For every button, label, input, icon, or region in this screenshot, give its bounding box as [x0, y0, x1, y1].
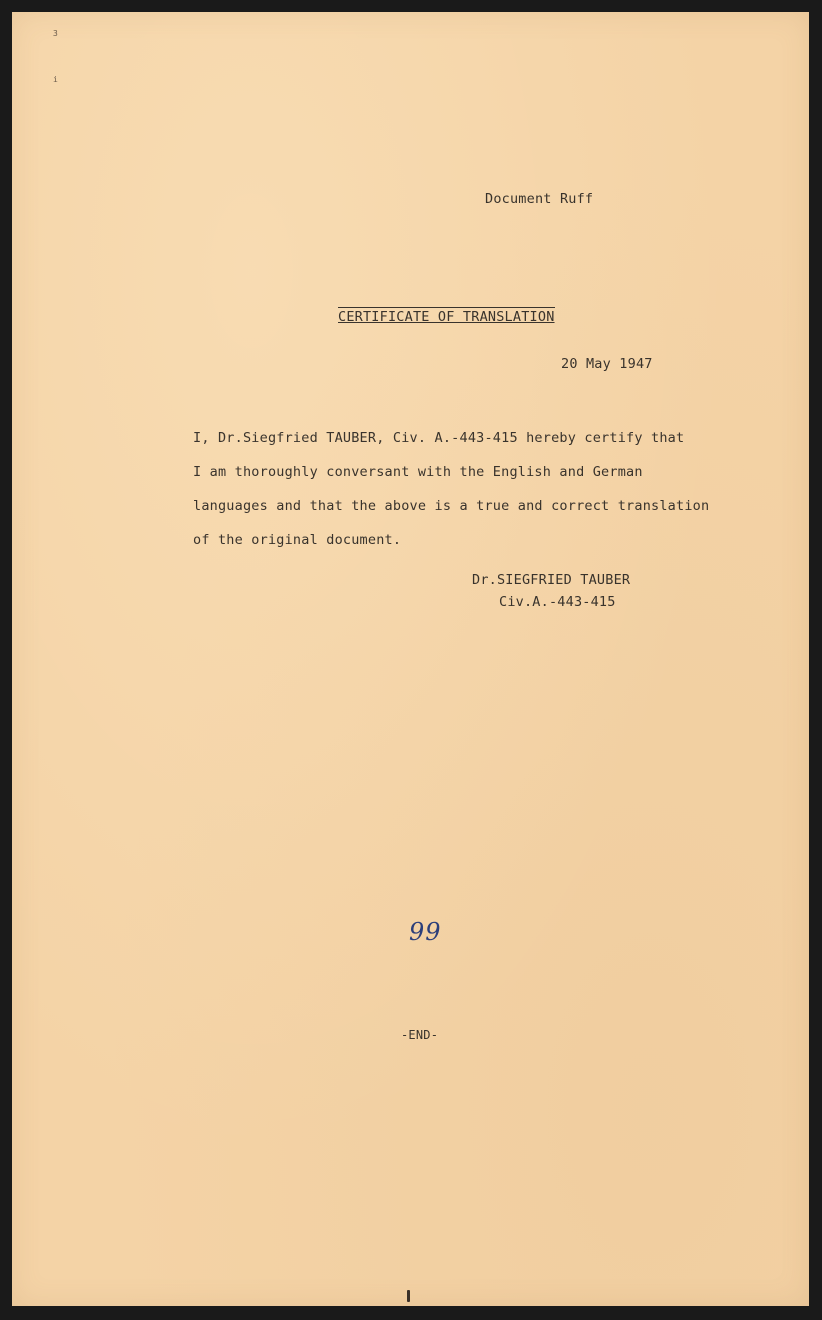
handwritten-page-number: 99	[409, 918, 442, 946]
document-page	[12, 12, 809, 1306]
corner-mark-bottom: i	[53, 75, 58, 84]
corner-mark-top: 3	[53, 29, 58, 38]
certificate-body	[193, 421, 753, 557]
document-title: CERTIFICATE OF TRANSLATION	[338, 309, 555, 325]
binding-mark	[407, 1290, 410, 1302]
body-line: I am thoroughly conversant with the English and German	[193, 464, 643, 480]
body-line: languages and that the above is a true and correct translation	[193, 498, 710, 514]
body-line: I, Dr.Siegfried TAUBER, Civ. A.-443-415 hereby certify that	[193, 430, 685, 446]
signature-name: Dr.SIEGFRIED TAUBER	[472, 572, 631, 588]
end-mark: -END-	[401, 1028, 439, 1042]
signature-id: Civ.A.-443-415	[499, 594, 616, 610]
document-date: 20 May 1947	[561, 356, 653, 372]
body-line: of the original document.	[193, 532, 402, 548]
document-reference: Document Ruff	[485, 191, 594, 207]
